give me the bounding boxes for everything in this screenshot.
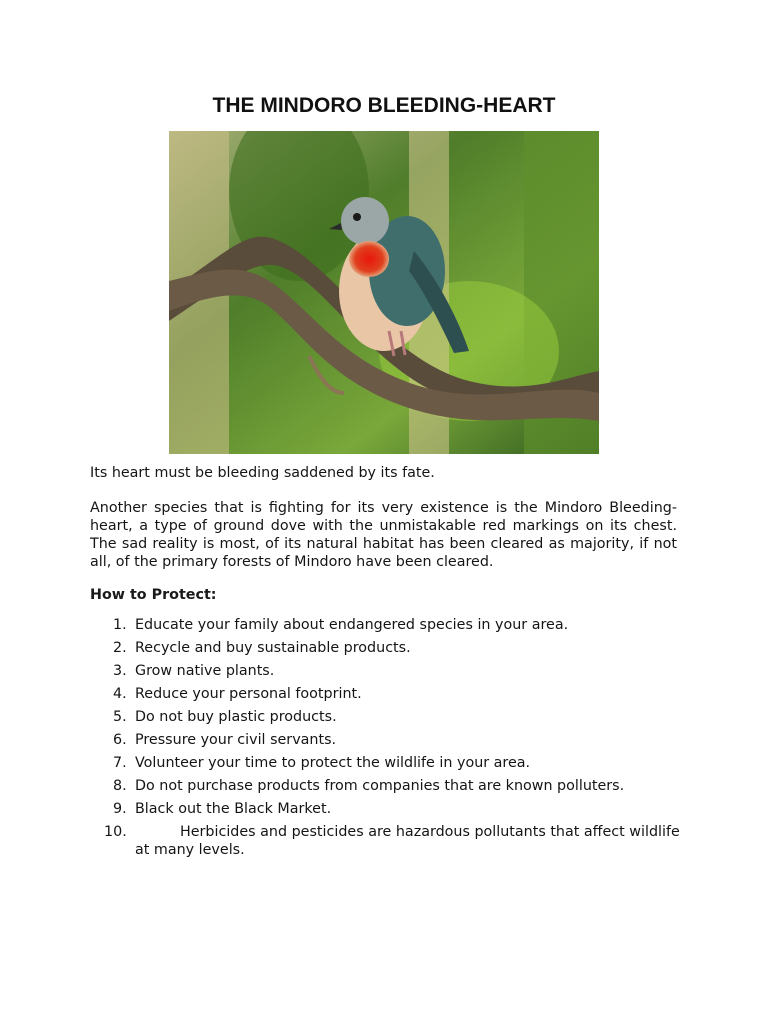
list-item-number: 4. (113, 686, 127, 702)
list-item-text: Reduce your personal footprint. (135, 686, 362, 702)
list-item-number: 7. (113, 755, 127, 771)
list-item-text: Herbicides and pesticides are hazardous pollutants that affect wildlife at many levels. (135, 824, 680, 858)
page-title: THE MINDORO BLEEDING-HEART (212, 94, 556, 117)
list-item-text: Educate your family about endangered species in your area. (135, 617, 569, 633)
list-item-text: Do not buy plastic products. (135, 709, 337, 725)
list-item (90, 800, 690, 818)
list-item-number: 6. (113, 732, 127, 748)
list-item-text: Do not purchase products from companies that are known polluters. (135, 778, 625, 794)
list-item-number: 9. (113, 801, 127, 817)
list-item (90, 754, 690, 772)
list-item-number: 10. (104, 824, 127, 840)
bleeding-heart-photo (169, 131, 599, 454)
list-item-number: 5. (113, 709, 127, 725)
list-item (90, 662, 690, 680)
list-item-text: Grow native plants. (135, 663, 275, 679)
list-item (90, 616, 690, 634)
list-item-number: 3. (113, 663, 127, 679)
list-item (90, 823, 690, 859)
list-item (90, 708, 690, 726)
list-item-text: Volunteer your time to protect the wildlife in your area. (135, 755, 531, 771)
list-item-number: 1. (113, 617, 127, 633)
list-item-text: Recycle and buy sustainable products. (135, 640, 411, 656)
list-item-number: 2. (113, 640, 127, 656)
list-item-text: Black out the Black Market. (135, 801, 332, 817)
bleeding-heart-dove-photo-icon (169, 131, 599, 454)
intro-paragraph: Another species that is fighting for its very existence is the Mindoro Bleeding-heart, a type of ground dove with the unmistakable red markings on its chest. The sad reality is most, of its natural habitat has been cleared as majority, if not all, of the primary forests of Mindoro have been cleared. (90, 500, 677, 570)
list-item (90, 685, 690, 703)
list-item (90, 777, 690, 795)
list-item (90, 639, 690, 657)
protect-list (90, 616, 690, 864)
list-item-text: Pressure your civil servants. (135, 732, 337, 748)
list-item (90, 731, 690, 749)
section-heading: How to Protect: (90, 587, 217, 603)
photo-caption: Its heart must be bleeding saddened by its fate. (90, 465, 435, 481)
list-item-number: 8. (113, 778, 127, 794)
